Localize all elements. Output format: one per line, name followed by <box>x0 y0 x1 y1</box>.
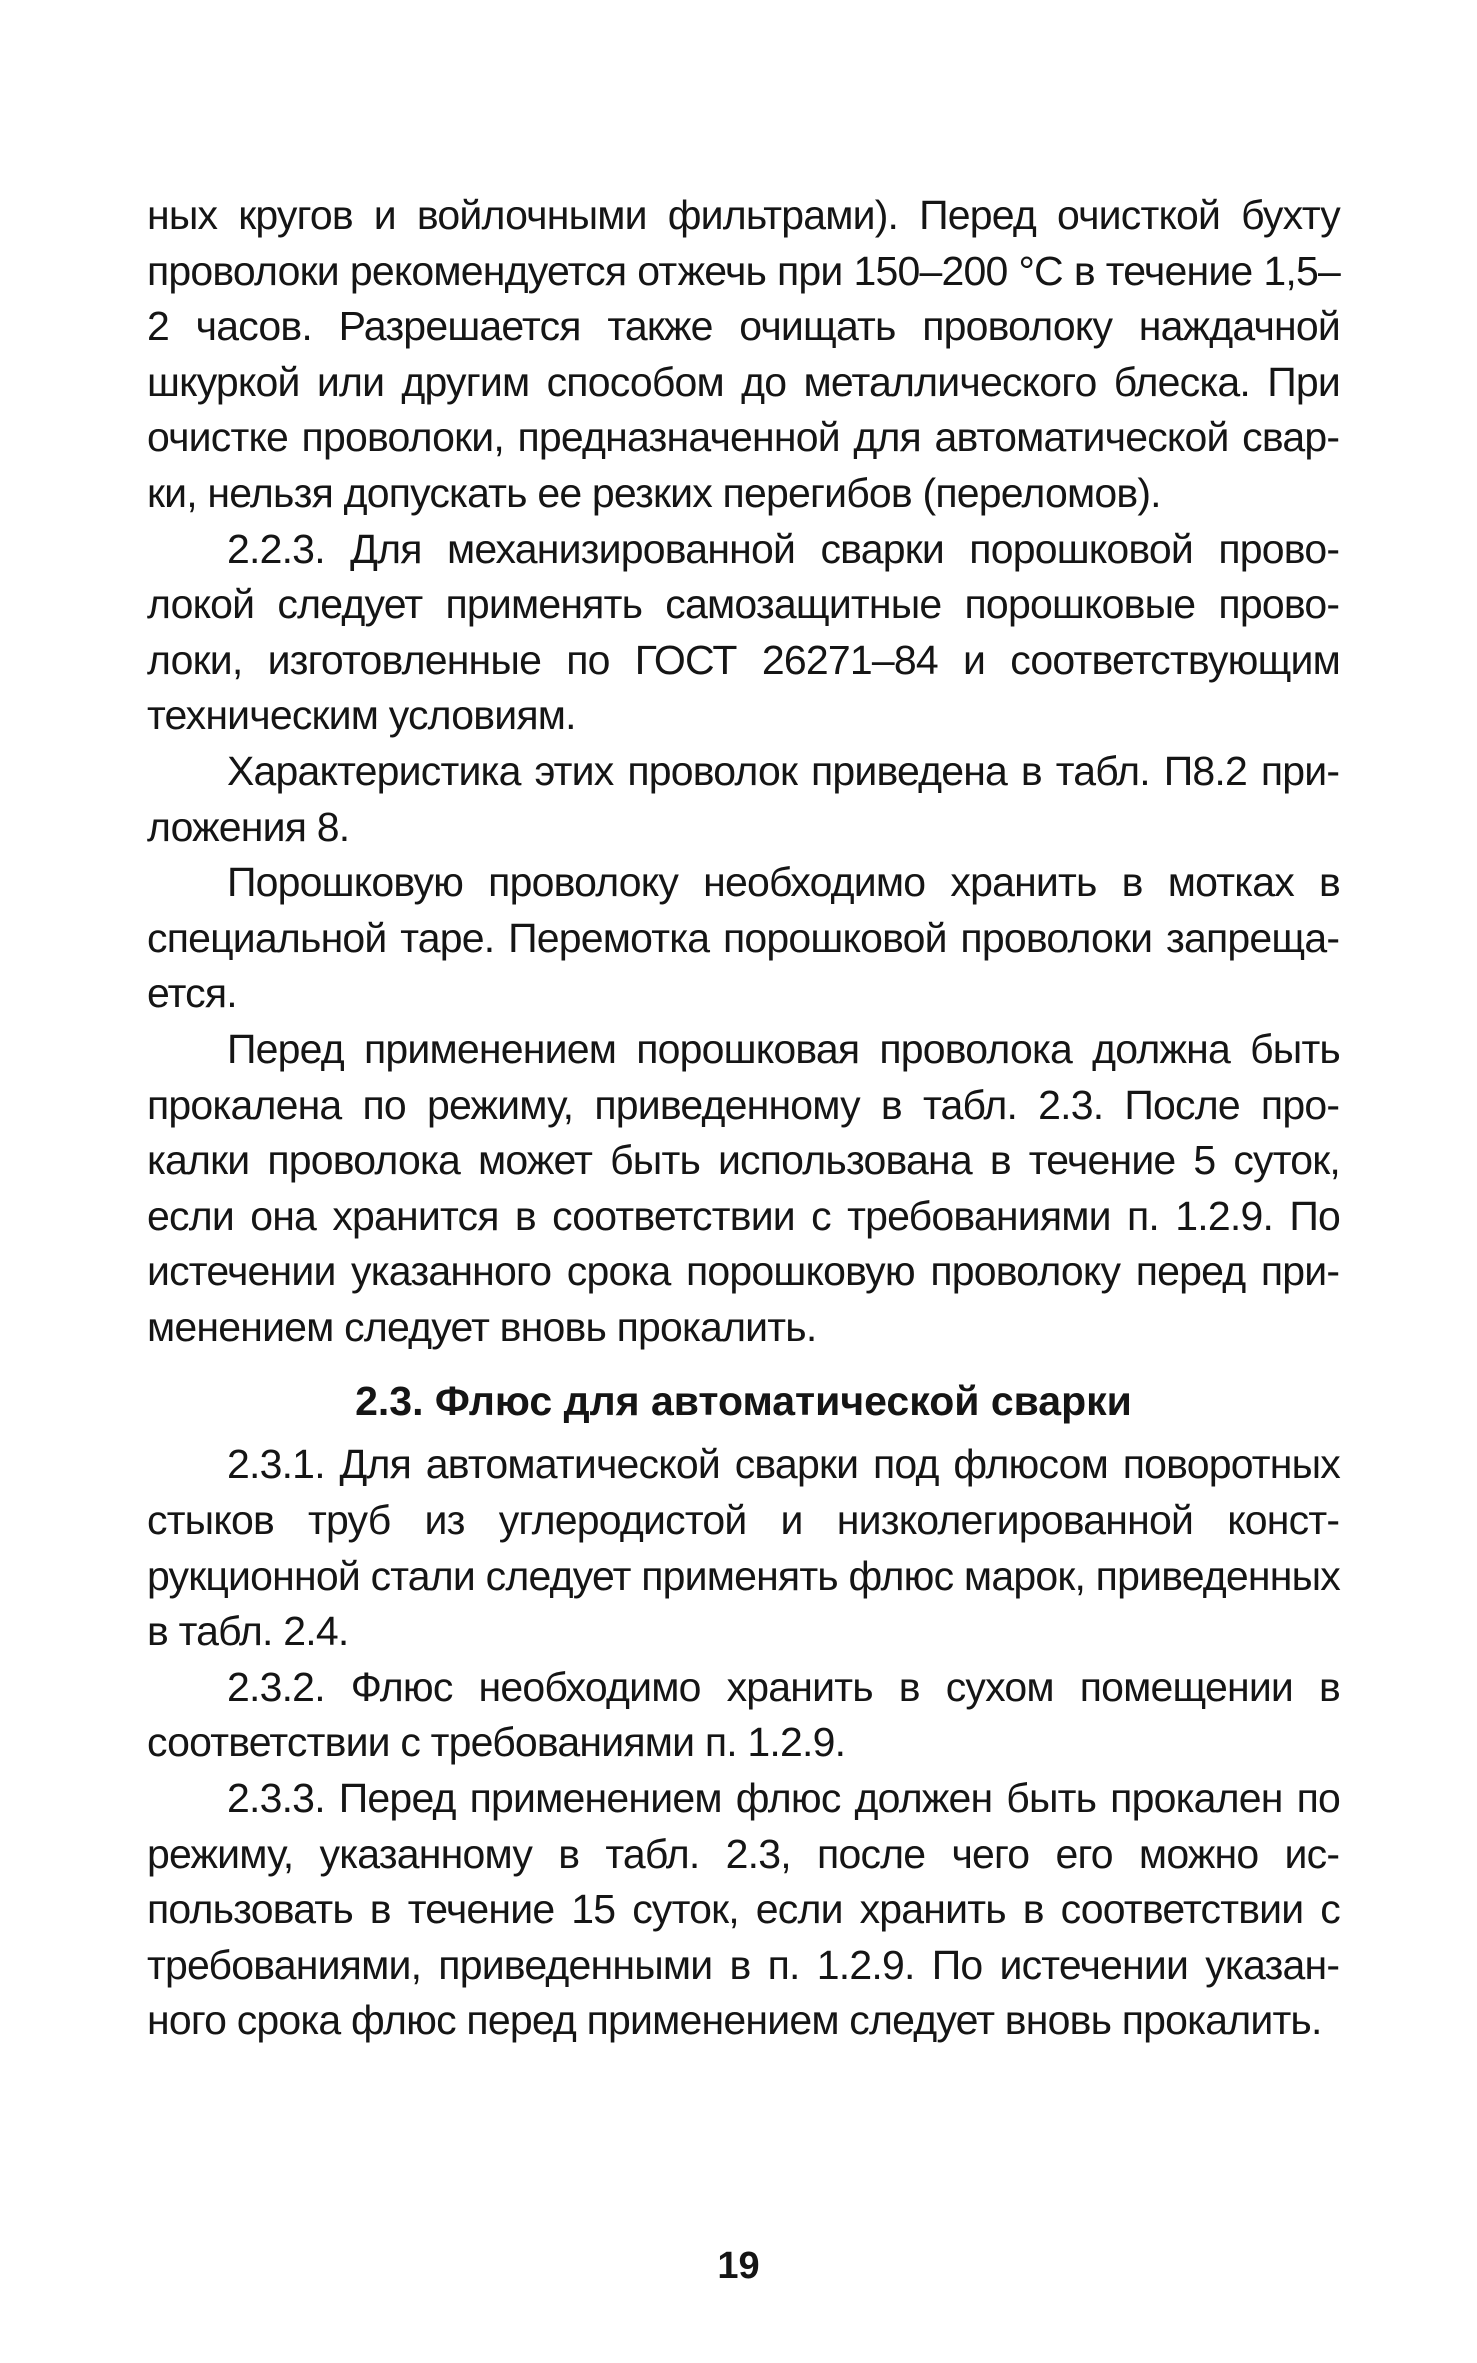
paragraph-wire-characteristics: Характеристика этих проволок приведена в табл. П8.2 приложения 8. <box>147 747 1340 850</box>
page-number: 19 <box>717 2245 760 2287</box>
paragraph-2-2-3: 2.2.3. Для механизированной сварки порошковой проволокой следует применять самозащитные порошковые проволоки, изготовленные по ГОСТ 26271–84 и соответствующим техническим условиям. <box>147 525 1340 739</box>
paragraph-2-3-2: 2.3.2. Флюс необходимо хранить в сухом помещении в соответствии с требованиями п. 1.2.9. <box>147 1663 1340 1766</box>
section-heading: 2.3. Флюс для автоматической сварки <box>355 1378 1132 1425</box>
paragraph-2-3-1: 2.3.1. Для автоматической сварки под флюсом поворотных стыков труб из углеродистой и низколегированной конструкционной стали следует применять флюс марок, приведенных в табл. 2.4. <box>147 1441 1340 1655</box>
body-text <box>147 188 1340 2049</box>
paragraph-wire-calcination: Перед применением порошковая проволока должна быть прокалена по режиму, приведенному в табл. 2.3. После прокалки проволока может быть использована в течение 5 суток, если она хранится в соответствии с требованиями п. 1.2.9. По истечении указанного срока порошковую проволоку перед применением следует вновь прокалить. <box>147 1025 1340 1350</box>
paragraph-wire-storage: Порошковую проволоку необходимо хранить в мотках в специальной таре. Перемотка порошковой проволоки запрещается. <box>147 859 1340 1017</box>
paragraph-2-3-3: 2.3.3. Перед применением флюс должен быть прокален по режиму, указанному в табл. 2.3, после чего его можно использовать в течение 15 суток, если хранить в соответствии с требованиями, приведенными в п. 1.2.9. По истечении указанного срока флюс перед применением следует вновь прокалить. <box>147 1775 1340 2044</box>
paragraph-continuation: ных кругов и войлочными фильтрами). Перед очисткой бухту проволоки рекомендуется отжечь при 150–200 °С в течение 1,5–2 часов. Разрешается также очищать проволоку наждачной шкуркой или другим способом до металлического блеска. При очистке проволоки, предназначенной для автоматической сварки, нельзя допускать ее резких перегибов (переломов). <box>147 192 1340 516</box>
